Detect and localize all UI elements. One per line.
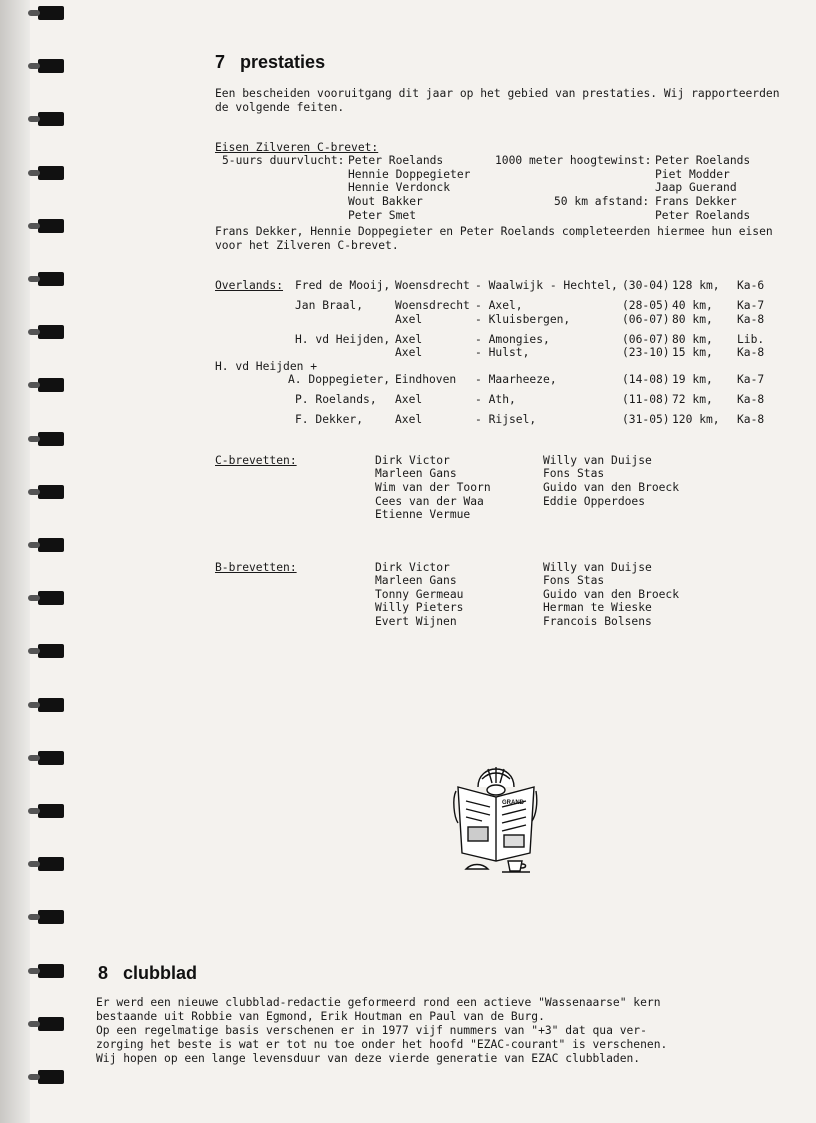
overland-to: - Ath, [475, 393, 516, 406]
section-8-heading [98, 963, 197, 984]
duur-name: Peter Roelands [348, 154, 444, 167]
c-brevet-name: Wim van der Toorn [375, 481, 491, 494]
overland-type: Ka-8 [737, 346, 765, 359]
overland-type: Ka-7 [737, 299, 765, 312]
binding-ring [38, 591, 64, 605]
b-brevet-name: Evert Wijnen [375, 615, 457, 628]
duur-name: Hennie Verdonck [348, 181, 451, 194]
binding-ring [38, 59, 64, 73]
overland-pilot: F. Dekker, [295, 413, 364, 426]
binding-ring [38, 272, 64, 286]
overland-type: Ka-8 [737, 393, 765, 406]
b-brevet-name: Dirk Victor [375, 561, 450, 574]
overland-pilot: H. vd Heijden, [295, 333, 391, 346]
combo-label: H. vd Heijden + [215, 360, 318, 373]
overland-date: (23-10) [622, 346, 670, 359]
overland-to: - Maarheeze, [475, 373, 557, 386]
overland-to: - Rijsel, [475, 413, 537, 426]
hoogte-name: Peter Roelands [655, 154, 751, 167]
overland-km: 80 km, [672, 333, 713, 346]
overland-to: - Hulst, [475, 346, 530, 359]
overland-pilot: A. Doppegieter, [288, 373, 391, 386]
binding-ring [38, 112, 64, 126]
clubblad-line-4: zorging het beste is wat er tot nu toe onder het hoofd "EZAC-courant" is verschenen. [96, 1038, 668, 1051]
overland-km: 120 km, [672, 413, 720, 426]
binding-shadow [0, 0, 30, 1123]
binding-ring [38, 219, 64, 233]
binding-ring [38, 325, 64, 339]
c-brevetten-heading: C-brevetten: [215, 454, 297, 467]
duur-name: Wout Bakker [348, 195, 423, 208]
clubblad-line-3: Op een regelmatige basis verschenen er in 1977 vijf nummers van "+3" dat qua ver- [96, 1024, 647, 1037]
binding-ring [38, 698, 64, 712]
intro-line-1: Een bescheiden vooruitgang dit jaar op het gebied van prestaties. Wij rapporteerden [215, 87, 780, 100]
overland-km: 19 km, [672, 373, 713, 386]
overland-date: (28-05) [622, 299, 670, 312]
newspaper-reader-illustration [452, 757, 538, 875]
overland-from: Woensdrecht [395, 299, 470, 312]
c-brevet-name: Dirk Victor [375, 454, 450, 467]
binding-ring [38, 1017, 64, 1031]
overland-date: (06-07) [622, 313, 670, 326]
binding-ring [38, 751, 64, 765]
binding-ring [38, 538, 64, 552]
overland-to: - Waalwijk - Hechtel, [475, 279, 618, 292]
overland-type: Ka-7 [737, 373, 765, 386]
overland-from: Woensdrecht [395, 279, 470, 292]
binding-ring [38, 378, 64, 392]
c-brevet-name: Guido van den Broeck [543, 481, 680, 494]
b-brevet-name: Fons Stas [543, 574, 605, 587]
binding-ring [38, 485, 64, 499]
afstand-name: Frans Dekker [655, 195, 737, 208]
overland-date: (30-04) [622, 279, 670, 292]
section-number: 7 [215, 52, 226, 72]
binding-ring [38, 1070, 64, 1084]
hoogte-name: Jaap Guerand [655, 181, 737, 194]
overland-from: Eindhoven [395, 373, 457, 386]
b-brevet-name: Guido van den Broeck [543, 588, 680, 601]
duur-label: 5-uurs duurvlucht: [222, 154, 345, 167]
section-title: clubblad [123, 963, 198, 983]
b-brevetten-heading: B-brevetten: [215, 561, 297, 574]
overland-km: 80 km, [672, 313, 713, 326]
b-brevet-name: Marleen Gans [375, 574, 457, 587]
afstand-label: 50 km afstand: [554, 195, 650, 208]
overlands-heading: Overlands: [215, 279, 284, 292]
binding-ring [38, 964, 64, 978]
overland-from: Axel [395, 333, 423, 346]
section-title: prestaties [240, 52, 326, 72]
completed-line-2: voor het Zilveren C-brevet. [215, 239, 399, 252]
overland-pilot: P. Roelands, [295, 393, 377, 406]
c-brevet-name: Fons Stas [543, 467, 605, 480]
c-brevet-name: Cees van der Waa [375, 495, 484, 508]
hoogte-label: 1000 meter hoogtewinst: [495, 154, 652, 167]
overland-from: Axel [395, 413, 423, 426]
section-number: 8 [98, 963, 109, 983]
overland-type: Ka-8 [737, 413, 765, 426]
overland-km: 15 km, [672, 346, 713, 359]
overland-from: Axel [395, 346, 423, 359]
hoogte-name: Piet Modder [655, 168, 730, 181]
b-brevet-name: Willy van Duijse [543, 561, 652, 574]
overland-pilot: Fred de Mooij, [295, 279, 391, 292]
completed-line-1: Frans Dekker, Hennie Doppegieter en Peter Roelands completeerden hiermee hun eisen [215, 225, 773, 238]
clubblad-line-1: Er werd een nieuwe clubblad-redactie geformeerd rond een actieve "Wassenaarse" kern [96, 996, 661, 1009]
b-brevet-name: Willy Pieters [375, 601, 464, 614]
newspaper-masthead: GRAND [502, 800, 524, 806]
overland-date: (11-08) [622, 393, 670, 406]
b-brevet-name: Francois Bolsens [543, 615, 652, 628]
b-brevet-name: Herman te Wieske [543, 601, 652, 614]
b-brevet-name: Tonny Germeau [375, 588, 464, 601]
overland-km: 128 km, [672, 279, 720, 292]
section-7-heading [215, 52, 325, 73]
duur-name: Hennie Doppegieter [348, 168, 471, 181]
overland-type: Ka-6 [737, 279, 765, 292]
binding-ring [38, 910, 64, 924]
overland-to: - Axel, [475, 299, 523, 312]
overland-km: 72 km, [672, 393, 713, 406]
spiral-binding [0, 0, 70, 1123]
overland-from: Axel [395, 393, 423, 406]
binding-ring [38, 432, 64, 446]
clubblad-line-5: Wij hopen op een lange levensduur van deze vierde generatie van EZAC clubbladen. [96, 1052, 641, 1065]
c-brevet-name: Marleen Gans [375, 467, 457, 480]
overland-to: - Kluisbergen, [475, 313, 571, 326]
overland-date: (14-08) [622, 373, 670, 386]
afstand-name: Peter Roelands [655, 209, 751, 222]
c-brevet-name: Etienne Vermue [375, 508, 471, 521]
overland-pilot: Jan Braal, [295, 299, 364, 312]
c-brevet-name: Willy van Duijse [543, 454, 652, 467]
overland-date: (31-05) [622, 413, 670, 426]
binding-ring [38, 166, 64, 180]
overland-to: - Amongies, [475, 333, 550, 346]
binding-ring [38, 644, 64, 658]
zilveren-heading: Eisen Zilveren C-brevet: [215, 141, 379, 154]
overland-type: Ka-8 [737, 313, 765, 326]
intro-line-2: de volgende feiten. [215, 101, 345, 114]
binding-ring [38, 857, 64, 871]
overland-date: (06-07) [622, 333, 670, 346]
binding-ring [38, 6, 64, 20]
overland-km: 40 km, [672, 299, 713, 312]
binding-ring [38, 804, 64, 818]
c-brevet-name: Eddie Opperdoes [543, 495, 646, 508]
clubblad-line-2: bestaande uit Robbie van Egmond, Erik Houtman en Paul van de Burg. [96, 1010, 545, 1023]
overland-type: Lib. [737, 333, 765, 346]
overland-from: Axel [395, 313, 423, 326]
duur-name: Peter Smet [348, 209, 417, 222]
